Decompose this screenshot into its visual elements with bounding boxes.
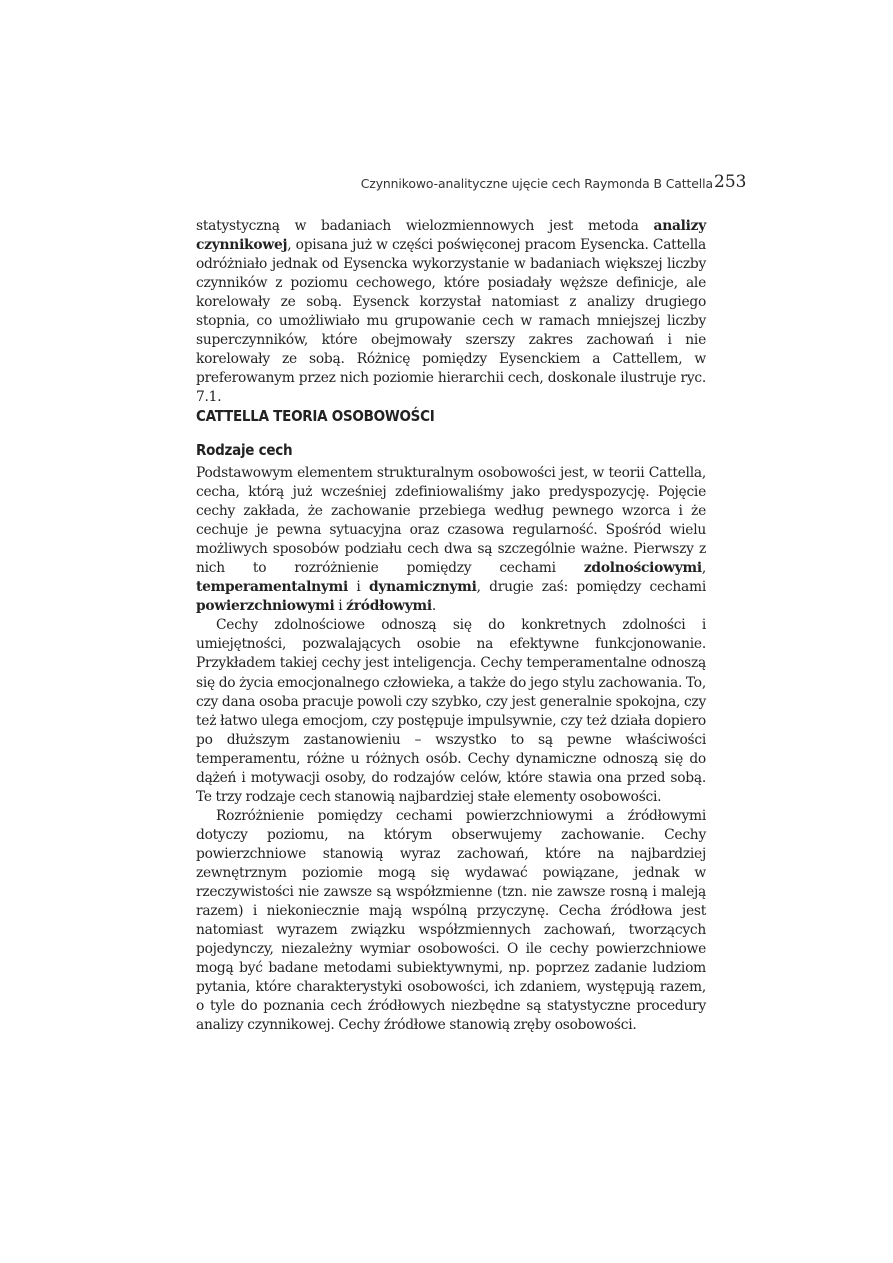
- text-run: Podstawowym elementem strukturalnym osobowości jest, w teorii Cattella, cecha, którą już wcześniej zdefiniowaliśmy jako predyspozycję. Pojęcie cechy zakłada, że zachowanie przebiega według pewnego wzorca i że cechuje je pewna sytuacyjna oraz czasowa regularność. Spośród wielu możliwych sposobów podziału cech dwa są szczególnie ważne. Pierwszy z nich to rozróżnienie pomiędzy cechami: [196, 465, 706, 577]
- text-run: .: [431, 598, 436, 615]
- bold-term: źródłowymi: [346, 598, 432, 615]
- text-run: , drugie zaś: pomiędzy cechami: [476, 579, 706, 596]
- body-text-block: [196, 464, 706, 1035]
- text-run: statystyczną w badaniach wielozmiennowych jest metoda: [196, 218, 654, 234]
- subsection-heading: Rodzaje cech: [196, 441, 293, 459]
- paragraph-3: Rozróżnienie pomiędzy cechami powierzchniowymi a źródłowymi dotyczy poziomu, na którym obserwujemy zachowanie. Cechy powierzchniowe stanowią wyraz zachowań, które na najbardziej zewnętrznym poziomie mogą się wydawać powiązane, jednak w rzeczywistości nie zawsze są współzmienne (tzn. nie zawsze rosną i maleją razem) i niekoniecznie mają wspólną przyczynę. Cecha źródłowa jest natomiast wyrazem związku współzmiennych zachowań, tworzących pojedynczy, niezależny wymiar osobowości. O ile cechy powierzchniowe mogą być badane metodami subiektywnymi, np. poprzez zadanie ludziom pytania, które charakterystyki osobowości, ich zdaniem, występują razem, o tyle do poznania cech źródłowych niezbędne są statystyczne procedury analizy czynnikowej. Cechy źródłowe stanowią zręby osobowości.: [196, 807, 706, 1034]
- intro-paragraph: [196, 217, 706, 407]
- text-run: i: [347, 579, 369, 596]
- paragraph-2: Cechy zdolnościowe odnoszą się do konkretnych zdolności i umiejętności, pozwalających osobie na efektywne funkcjonowanie. Przykładem takiej cechy jest inteligencja. Cechy temperamentalne odnoszą się do życia emocjonalnego człowieka, a także do jego stylu zachowania. To, czy dana osoba pracuje powoli czy szybko, czy jest generalnie spokojna, czy też łatwo ulega emocjom, czy postępuje impulsywnie, czy też działa dopiero po dłuższym zastanowieniu – wszystko to są pewne właściwości temperamentu, różne u różnych osób. Cechy dynamiczne odnoszą się do dążeń i motywacji osoby, do rodzajów celów, które stawia ona przed sobą. Te trzy rodzaje cech stanowią najbardziej stałe elementy osobowości.: [196, 617, 706, 805]
- bold-term: temperamentalnymi: [196, 579, 348, 596]
- bold-term: powierzchniowymi: [196, 598, 335, 615]
- text-run: , opisana już w części poświęconej pracom Eysencka. Cattella odróżniało jednak od Eysencka wykorzystanie w badaniach większej liczby czynników z poziomu cechowego, które posiadały węższe definicje, ale korelowały ze sobą. Eysenck korzystał natomiast z analizy drugiego stopnia, co umożliwiało mu grupowanie cech w ramach mniejszej liczby superczynników, które obejmowały szerszy zakres zachowań i nie korelowały ze sobą. Różnicę pomiędzy Eysenckiem a Cattellem, w preferowanym przez nich poziomie hierarchii cech, doskonale ilustruje ryc. 7.1.: [196, 237, 706, 406]
- intro-text-block: [196, 217, 706, 407]
- bold-term: zdolnościowymi: [583, 560, 702, 577]
- bold-term: dynamicznymi: [368, 579, 477, 596]
- paragraph-1: [196, 464, 706, 616]
- page-number: 253: [714, 172, 747, 192]
- text-run: i: [334, 598, 347, 615]
- section-heading: CATTELLA TEORIA OSOBOWOŚCI: [196, 407, 435, 425]
- running-header: Czynnikowo-analityczne ujęcie cech Raymonda B Cattella: [360, 176, 713, 191]
- bold-term: analizy czynnikowej: [196, 218, 706, 254]
- text-run: ,: [701, 560, 706, 577]
